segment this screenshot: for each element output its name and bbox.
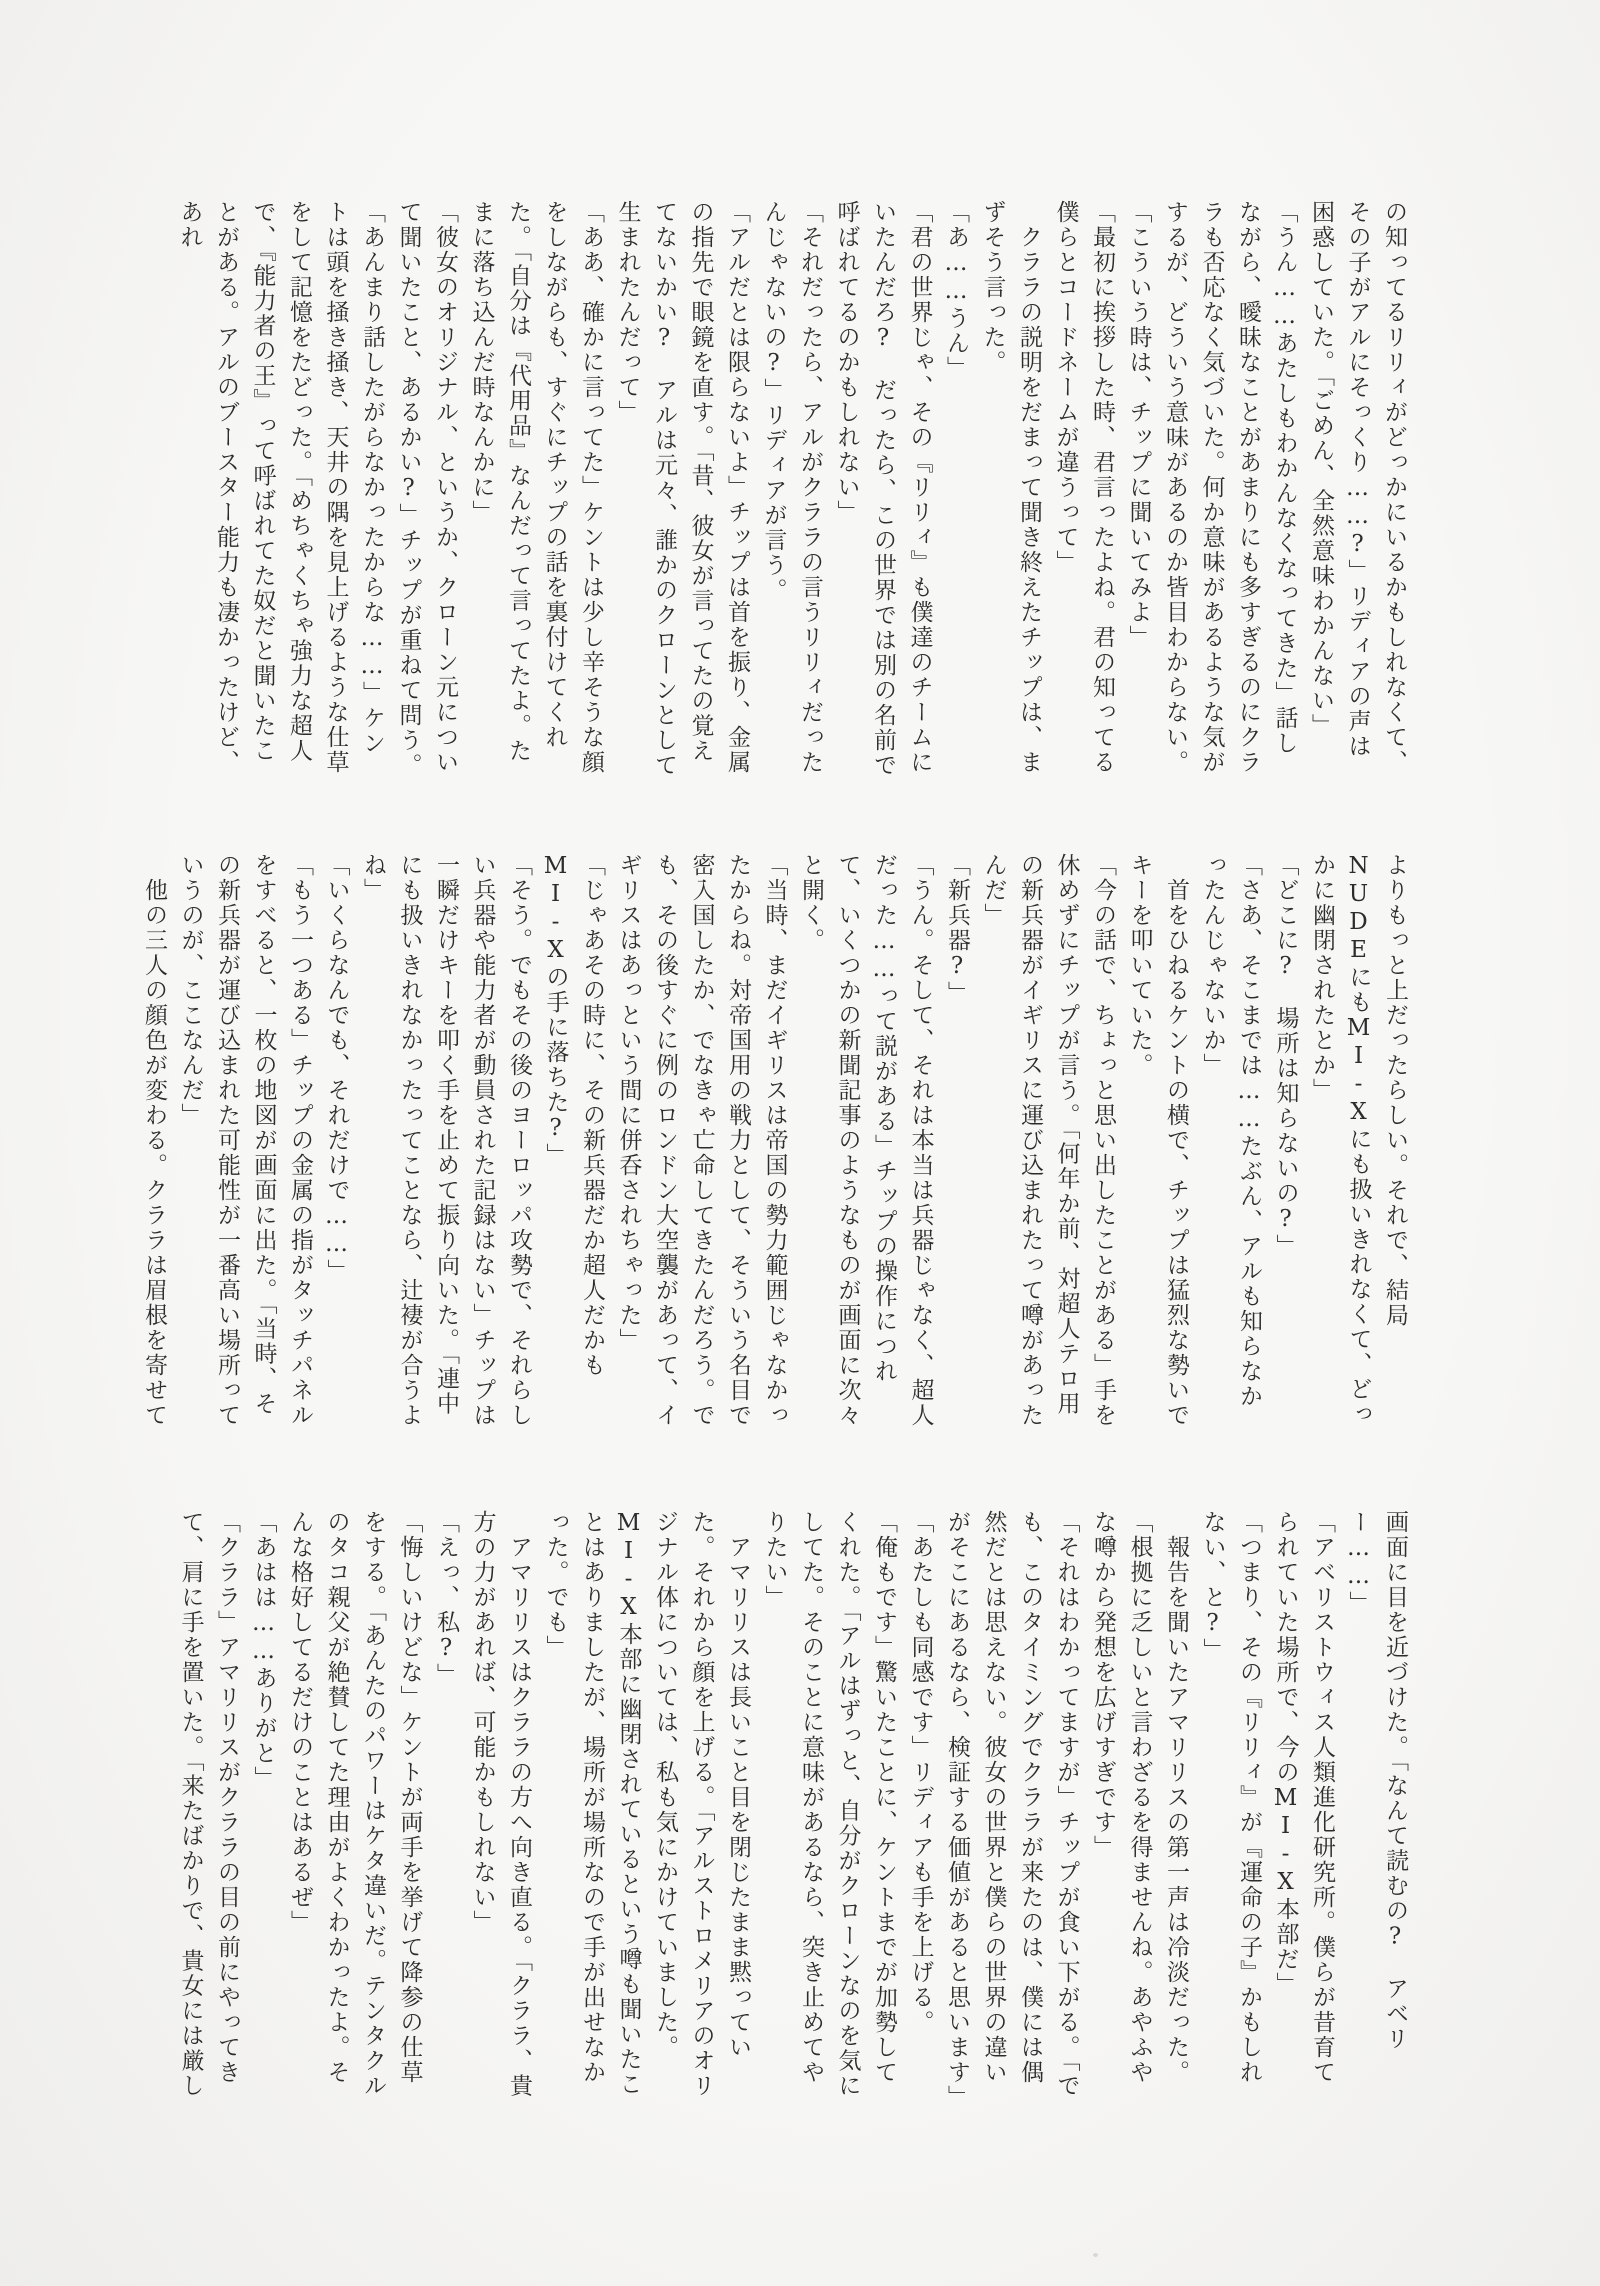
paragraph: 「うん。そして、それは本当は兵器じゃなく、超人だった……って説がある」チップの操作につれて、いくつかの新聞記事のようなものが画面に次々と開く。 xyxy=(798,853,934,1428)
paragraph: 「アルだとは限らないよ」チップは首を振り、金属の指先で眼鏡を直す。「昔、彼女が言ってたの覚えてないかい? アルは元々、誰かのクローンとして生まれたんだって」 xyxy=(614,200,750,778)
paragraph: 「俺もです」驚いたことに、ケントまでが加勢してくれた。「アルはずっと、自分がクローンなのを気にしてた。そのことに意味があるなら、突き止めてやりたい」 xyxy=(761,1510,897,2099)
paragraph: 「えっ、私?」 xyxy=(433,1510,459,1688)
paragraph: 「さあ、そこまでは……たぶん、アルも知らなかったんじゃないか」 xyxy=(1199,853,1262,1409)
paragraph: 「もう一つある」チップの金属の指がタッチパネルをすべると、一枚の地図が画面に出た。「当時、その新兵器が運び込まれた可能性が一番高い場所っていうのが、ここなんだ」 xyxy=(177,853,313,1428)
paragraph: 「アベリストウィス人類進化研究所。僕らが昔育てられていた場所で、今のMI-X本部だ」 xyxy=(1272,1510,1335,2085)
text-block-middle xyxy=(136,853,1414,1433)
paragraph: 「当時、まだイギリスは帝国の勢力範囲じゃなかったからね。対帝国用の戦力として、そういう名目で密入国したか、でなきゃ亡命してきたんだろう。でも、その後すぐに例のロンドン大空襲があって、イギリスはあっという間に併呑されちゃった」 xyxy=(615,853,788,1428)
paragraph: 「悔しいけどな」ケントが両手を挙げて降参の仕草をする。「あんたのパワーはケタ違いだ。テンタクルのタコ親父が絶賛してた理由がよくわかったよ。そんな格好してるだけのことはあるぜ」 xyxy=(287,1510,423,2099)
paragraph: 「根拠に乏しいと言わざるを得ませんね。あやふやな噂から発想を広げすぎです」 xyxy=(1090,1510,1153,2085)
text-block-bottom xyxy=(172,1510,1413,2110)
paragraph: 「最初に挨拶した時、君言ったよね。君の知ってる僕らとコードネームが違うって」 xyxy=(1052,200,1115,775)
paragraph: よりもっと上だったらしい。それで、結局NUDEにもMI-Xにも扱いきれなくて、どっかに幽閉されたとか」 xyxy=(1309,853,1408,1427)
paragraph: 「あたしも同感です」リディアも手を上げる。 xyxy=(907,1510,934,2035)
paragraph: 「うん……あたしもわかんなくなってきた」話しながら、曖昧なことがあまりにも多すぎるのにクララも否応なく気づいた。何か意味があるような気がするが、どういう意味があるのか皆目わからない。 xyxy=(1162,200,1298,775)
paragraph: の知ってるリリィがどっかにいるかもしれなくて、その子がアルにそっくり……?」リディアの声は困惑していた。「ごめん、全然意味わかんない」 xyxy=(1308,200,1407,775)
paragraph: 報告を聞いたアマリリスの第一声は冷淡だった。 xyxy=(1163,1510,1189,2085)
paragraph: 「新兵器?」 xyxy=(944,853,970,1006)
paragraph: 首をひねるケントの横で、チップは猛烈な勢いでキーを叩いていた。 xyxy=(1126,853,1189,1428)
paragraph: 他の三人の顔色が変わる。クララは眉根を寄せて xyxy=(141,853,167,1428)
scan-noise-speck xyxy=(1093,2253,1098,2257)
paragraph: 「あんまり話したがらなかったからな……」ケントは頭を掻き掻き、天井の隅を見上げるような仕草をして記憶をたどった。「めちゃくちゃ強力な超人で、『能力者の王』って呼ばれてた奴だと聞いたことがある。アルのブースター能力も凄かったけど、あれ xyxy=(176,200,385,775)
paragraph: 「今の話で、ちょっと思い出したことがある」手を休めずにチップが言う。「何年か前、対超人テロ用の新兵器がイギリスに運び込まれたって噂があったんだ」 xyxy=(980,853,1116,1428)
text-block-top xyxy=(171,200,1412,780)
paragraph: アマリリスは長いこと目を閉じたまま黙っていた。それから顔を上げる。「アルストロメリアのオリジナル体については、私も気にかけていました。MI-X本部に幽閉されているという噂も聞いたことはありましたが、場所が場所なので手が出せなかった。でも」 xyxy=(542,1510,751,2099)
paragraph: アマリリスはクララの方へ向き直る。「クララ、貴方の力があれば、可能かもしれない」 xyxy=(469,1510,532,2099)
paragraph: 「こういう時は、チップに聞いてみよ」 xyxy=(1125,200,1152,650)
paragraph: 「どこに? 場所は知らないの?」 xyxy=(1272,853,1299,1259)
paragraph: 「君の世界じゃ、その『リリィ』も僕達のチームにいたんだろ? だったら、この世界では別の名前で呼ばれてるのかもしれない」 xyxy=(833,200,933,778)
paragraph: 「じゃあその時に、その新兵器だか超人だかもMI-Xの手に落ちた?」 xyxy=(542,853,605,1378)
paragraph: 「そう。でもその後のヨーロッパ攻勢で、それらしい兵器や能力者が動員された記録はない」チップは一瞬だけキーを叩く手を止めて振り向いた。「連中にも扱いきれなかったってことなら、辻褄が合うよね」 xyxy=(360,853,532,1428)
paragraph: 画面に目を近づけた。「なんて読むの? アベリー……」 xyxy=(1345,1510,1408,2052)
paragraph: 「それはわかってますが」チップが食い下がる。「でも、このタイミングでクララが来たのは、僕には偶然だとは思えない。彼女の世界と僕らの世界の違いがそこにあるなら、検証する価値があると思います」 xyxy=(944,1510,1080,2110)
paragraph: 「彼女のオリジナル、というか、クローン元について聞いたこと、あるかい?」チップが重ねて問う。 xyxy=(395,200,458,778)
paragraph: 「ああ、確かに言ってた」ケントは少し辛そうな顔をしながらも、すぐにチップの話を裏付けてくれた。「自分は『代用品』なんだって言ってたよ。たまに落ち込んだ時なんかに」 xyxy=(468,200,604,775)
paragraph: 「あ……うん」 xyxy=(943,200,969,381)
paragraph: 「それだったら、アルがクララの言うリリィだったんじゃないの?」リディアが言う。 xyxy=(760,200,823,775)
paragraph: 「つまり、その『リリィ』が『運命の子』かもしれない、と?」 xyxy=(1199,1510,1262,2085)
paragraph: 「いくらなんでも、それだけで……」 xyxy=(323,853,350,1284)
paragraph: 「クララ」アマリリスがクララの目の前にやってきて、肩に手を置いた。「来たばかりで、貴女には厳し xyxy=(177,1510,240,2099)
paragraph: クララの説明をだまって聞き終えたチップは、まずそう言った。 xyxy=(979,200,1042,775)
paragraph: 「あはは……ありがと」 xyxy=(250,1510,277,1791)
